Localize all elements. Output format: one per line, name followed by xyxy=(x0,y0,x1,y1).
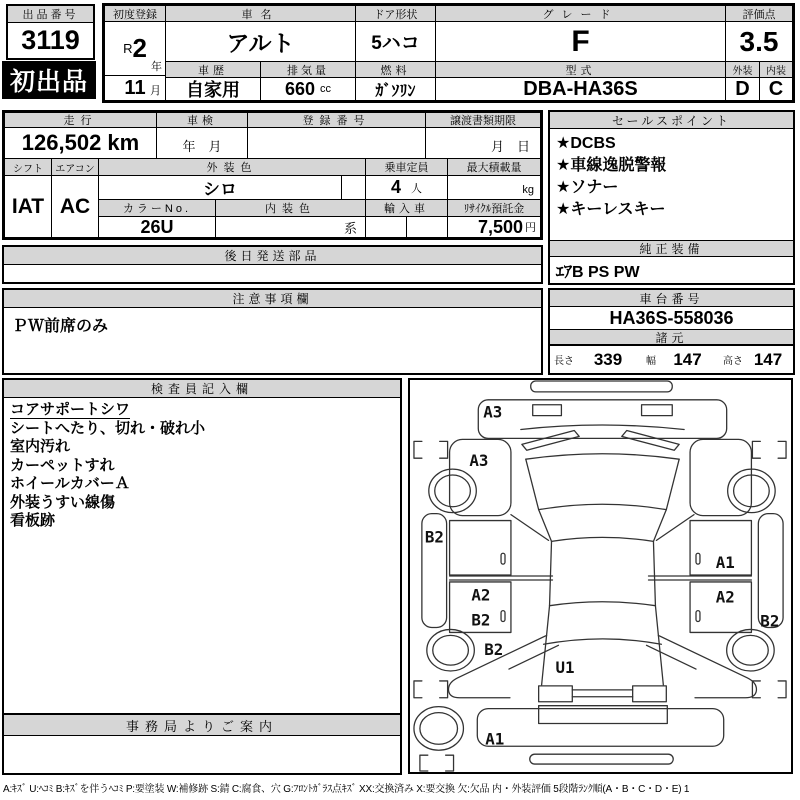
import-label: 輸入車 xyxy=(365,199,448,217)
fuel-label: 燃料 xyxy=(355,61,436,78)
shift-value: IAT xyxy=(4,175,52,238)
displacement-value: 660 cc xyxy=(260,77,356,101)
auction-number: 3119 xyxy=(21,25,80,55)
displacement-label: 排気量 xyxy=(260,61,356,78)
equipment-label: 純正装備 xyxy=(550,240,793,257)
body-color-value: シロ xyxy=(98,175,342,200)
specs-label: 諸元 xyxy=(550,329,793,345)
bracket-bottom-left xyxy=(414,681,448,698)
left-front-door-handle xyxy=(501,553,505,564)
left-headlight xyxy=(533,405,562,416)
rear-right-wheel-inner xyxy=(733,635,769,665)
spec-width: 幅 147 xyxy=(642,345,720,373)
capacity-label: 乗車定員 xyxy=(365,158,448,176)
roof-front xyxy=(552,537,654,541)
door-shape-value: 5ハコ xyxy=(355,21,436,62)
chassis-box xyxy=(548,288,795,375)
rear-left-wheel-inner xyxy=(433,635,469,665)
door-divider-lines xyxy=(450,576,752,580)
capacity-value: 4 人 xyxy=(365,175,448,200)
first-registration-label: 初度登録 xyxy=(104,5,166,22)
auction-number-label: 出品番号 xyxy=(8,6,93,23)
vehicle-details-table xyxy=(2,110,543,240)
rear-right-lamp xyxy=(633,686,667,702)
first-registration-year: R 2 年 xyxy=(104,21,166,76)
inspector-note: カーペットすれ xyxy=(10,456,115,474)
left-front-door xyxy=(450,521,511,575)
later-parts-box xyxy=(2,245,543,284)
exterior-grade: D xyxy=(725,77,760,101)
caution-box xyxy=(2,288,543,375)
score-label: 評価点 xyxy=(725,5,793,22)
grade-label: グレード xyxy=(435,5,726,22)
office-notice-label: 事務局よりご案内 xyxy=(4,715,400,736)
import-cell-left xyxy=(365,216,407,238)
right-rear-door-handle xyxy=(696,611,700,622)
inspector-notes-box xyxy=(2,378,402,715)
caution-content: ＰＷ前席のみ xyxy=(12,318,109,335)
auction-number-box xyxy=(6,4,95,60)
grade-value: F xyxy=(435,21,726,62)
rear-bumper-strip xyxy=(530,754,673,764)
recycle-deposit-label: ﾘｻｲｸﾙ預託金 xyxy=(447,199,541,217)
office-notice-box xyxy=(2,713,402,775)
damage-code-rear-bumper: A1 xyxy=(485,729,505,749)
rear-window-bottom xyxy=(544,639,662,644)
cabin-pinch-lines xyxy=(539,510,667,542)
shift-label: シフト xyxy=(4,158,52,176)
inspector-note: 看板跡 xyxy=(10,512,56,529)
rear-license-bar xyxy=(572,690,632,697)
payload-value: kg xyxy=(447,175,541,200)
right-wiper xyxy=(622,430,679,450)
right-rear-quarter xyxy=(658,635,756,697)
inspector-note: シートへたり、切れ・破れ小 xyxy=(10,419,206,437)
bracket-top-left xyxy=(414,441,448,458)
sales-point-item: ★ソナー xyxy=(556,179,619,196)
rear-quarter-inner-lines xyxy=(509,645,696,669)
bracket-bottom-right xyxy=(752,681,786,698)
rear-bumper-section xyxy=(477,709,723,747)
history-label: 車歴 xyxy=(165,61,261,78)
model-code-label: 型式 xyxy=(435,61,726,78)
front-left-wheel-inner xyxy=(435,475,471,507)
a-pillars xyxy=(526,459,679,509)
chassis-number: HA36S-558036 xyxy=(609,307,734,328)
damage-code-trunk-floor: U1 xyxy=(555,658,575,678)
color-no-value: 26U xyxy=(98,216,216,238)
damage-diagram-box xyxy=(408,378,793,774)
color-no-label: カラーNo. xyxy=(98,199,216,217)
inspection-label: 車検 xyxy=(156,112,248,128)
car-name-label: 車名 xyxy=(165,5,356,22)
damage-code-left-quarter: B2 xyxy=(484,640,504,660)
car-name: アルト xyxy=(165,21,356,62)
fuel-value: ｶﾞｿﾘﾝ xyxy=(355,77,436,101)
right-rocker-panel xyxy=(758,514,783,631)
sales-points-box xyxy=(548,110,795,285)
model-code-value: DBA-HA36S xyxy=(435,77,726,101)
spec-length: 長さ 339 xyxy=(550,345,643,373)
cowl-line xyxy=(521,425,684,429)
windshield-bottom xyxy=(539,504,667,509)
damage-code-front-bumper: A3 xyxy=(483,402,503,422)
plate-number-value xyxy=(247,127,426,159)
score-value: 3.5 xyxy=(725,21,793,62)
aircon-label: エアコン xyxy=(51,158,99,176)
inspector-note: 外装うすい線傷 xyxy=(10,493,116,511)
inspection-value: 年 月 xyxy=(156,127,248,159)
damage-code-right-rocker: B2 xyxy=(760,611,780,631)
aircon-value: AC xyxy=(51,175,99,238)
rear-left-lamp xyxy=(539,686,573,702)
car-top-view-diagram xyxy=(410,380,791,772)
first-registration-month: 11 月 xyxy=(104,75,166,101)
mileage-value: 126,502 km xyxy=(4,127,157,159)
inspector-notes-label: 検査員記入欄 xyxy=(4,380,400,398)
damage-code-right-door-front: A1 xyxy=(715,553,735,573)
front-bumper-strip xyxy=(531,381,673,392)
equipment-value: ｴｱB PS PW xyxy=(556,263,640,281)
inspector-note: ホイールカバーＡ xyxy=(10,475,130,492)
inspector-notes-list xyxy=(4,401,400,531)
sales-points-label: セールスポイント xyxy=(550,112,793,129)
inspector-note: 室内汚れ xyxy=(10,438,71,455)
right-headlight xyxy=(642,405,673,416)
bracket-top-right xyxy=(752,441,786,458)
damage-code-left-rocker: B2 xyxy=(424,527,444,547)
mileage-label: 走行 xyxy=(4,112,157,128)
later-parts-content xyxy=(4,265,541,282)
bracket-spare xyxy=(420,755,454,771)
door-shape-label: ドア形状 xyxy=(355,5,436,22)
windshield-top xyxy=(526,454,679,459)
import-cell-right xyxy=(406,216,448,238)
spare-wheel-inner xyxy=(420,713,458,745)
roof-sides xyxy=(550,541,656,605)
payload-label: 最大積載量 xyxy=(447,158,541,176)
sales-point-item: ★DCBS xyxy=(556,135,616,152)
sales-points-list xyxy=(550,133,793,221)
body-color-label: 外装色 xyxy=(98,158,366,176)
roof-rear xyxy=(550,602,656,606)
plate-number-label: 登録番号 xyxy=(247,112,426,128)
spec-height: 高さ 147 xyxy=(719,345,793,373)
chassis-label: 車台番号 xyxy=(550,290,793,307)
interior-grade-label: 内装 xyxy=(759,61,793,78)
damage-code-front-left-fender: A3 xyxy=(469,451,489,471)
front-quarter-lines xyxy=(511,515,694,541)
interior-color-value: 系 xyxy=(215,216,366,238)
damage-legend: A:ｷｽﾞ U:ﾍｺﾐ B:ｷｽﾞを伴うﾍｺﾐ P:要塗装 W:補修跡 S:錆 C:腐食、穴 G:ﾌﾛﾝﾄｶﾞﾗｽ点ｷｽﾞ XX:交換済み X:要交換 欠:欠品 内・外装評価 5段階ﾗﾝｸ順(A・B・C・D・E) 1 xyxy=(3,784,690,795)
interior-color-label: 内装色 xyxy=(215,199,366,217)
office-notice-content xyxy=(4,736,400,773)
left-wiper xyxy=(522,430,579,450)
damage-code-left-door-lower: B2 xyxy=(471,610,491,630)
inspector-note: コアサポートシワ xyxy=(10,401,131,418)
later-parts-label: 後日発送部品 xyxy=(4,247,541,265)
front-bumper-section xyxy=(478,400,726,439)
damage-code-left-door-upper: A2 xyxy=(471,585,491,605)
sales-point-item: ★車線逸脱警報 xyxy=(556,157,667,174)
vehicle-header-table xyxy=(102,3,795,103)
damage-code-right-door-rear: A2 xyxy=(715,587,735,607)
transfer-doc-value: 月 日 xyxy=(425,127,541,159)
interior-grade: C xyxy=(759,77,793,101)
first-listing-badge: 初出品 xyxy=(2,61,96,99)
history-value: 自家用 xyxy=(165,77,261,101)
caution-label: 注意事項欄 xyxy=(4,290,541,308)
right-front-door-handle xyxy=(696,553,700,564)
recycle-deposit-value: 7,500 円 xyxy=(447,216,541,238)
exterior-grade-label: 外装 xyxy=(725,61,760,78)
sales-point-item: ★キーレスキー xyxy=(556,201,666,218)
body-color-extra-cell xyxy=(341,175,366,200)
transfer-doc-label: 譲渡書類期限 xyxy=(425,112,541,128)
left-rear-door-handle xyxy=(501,611,505,622)
